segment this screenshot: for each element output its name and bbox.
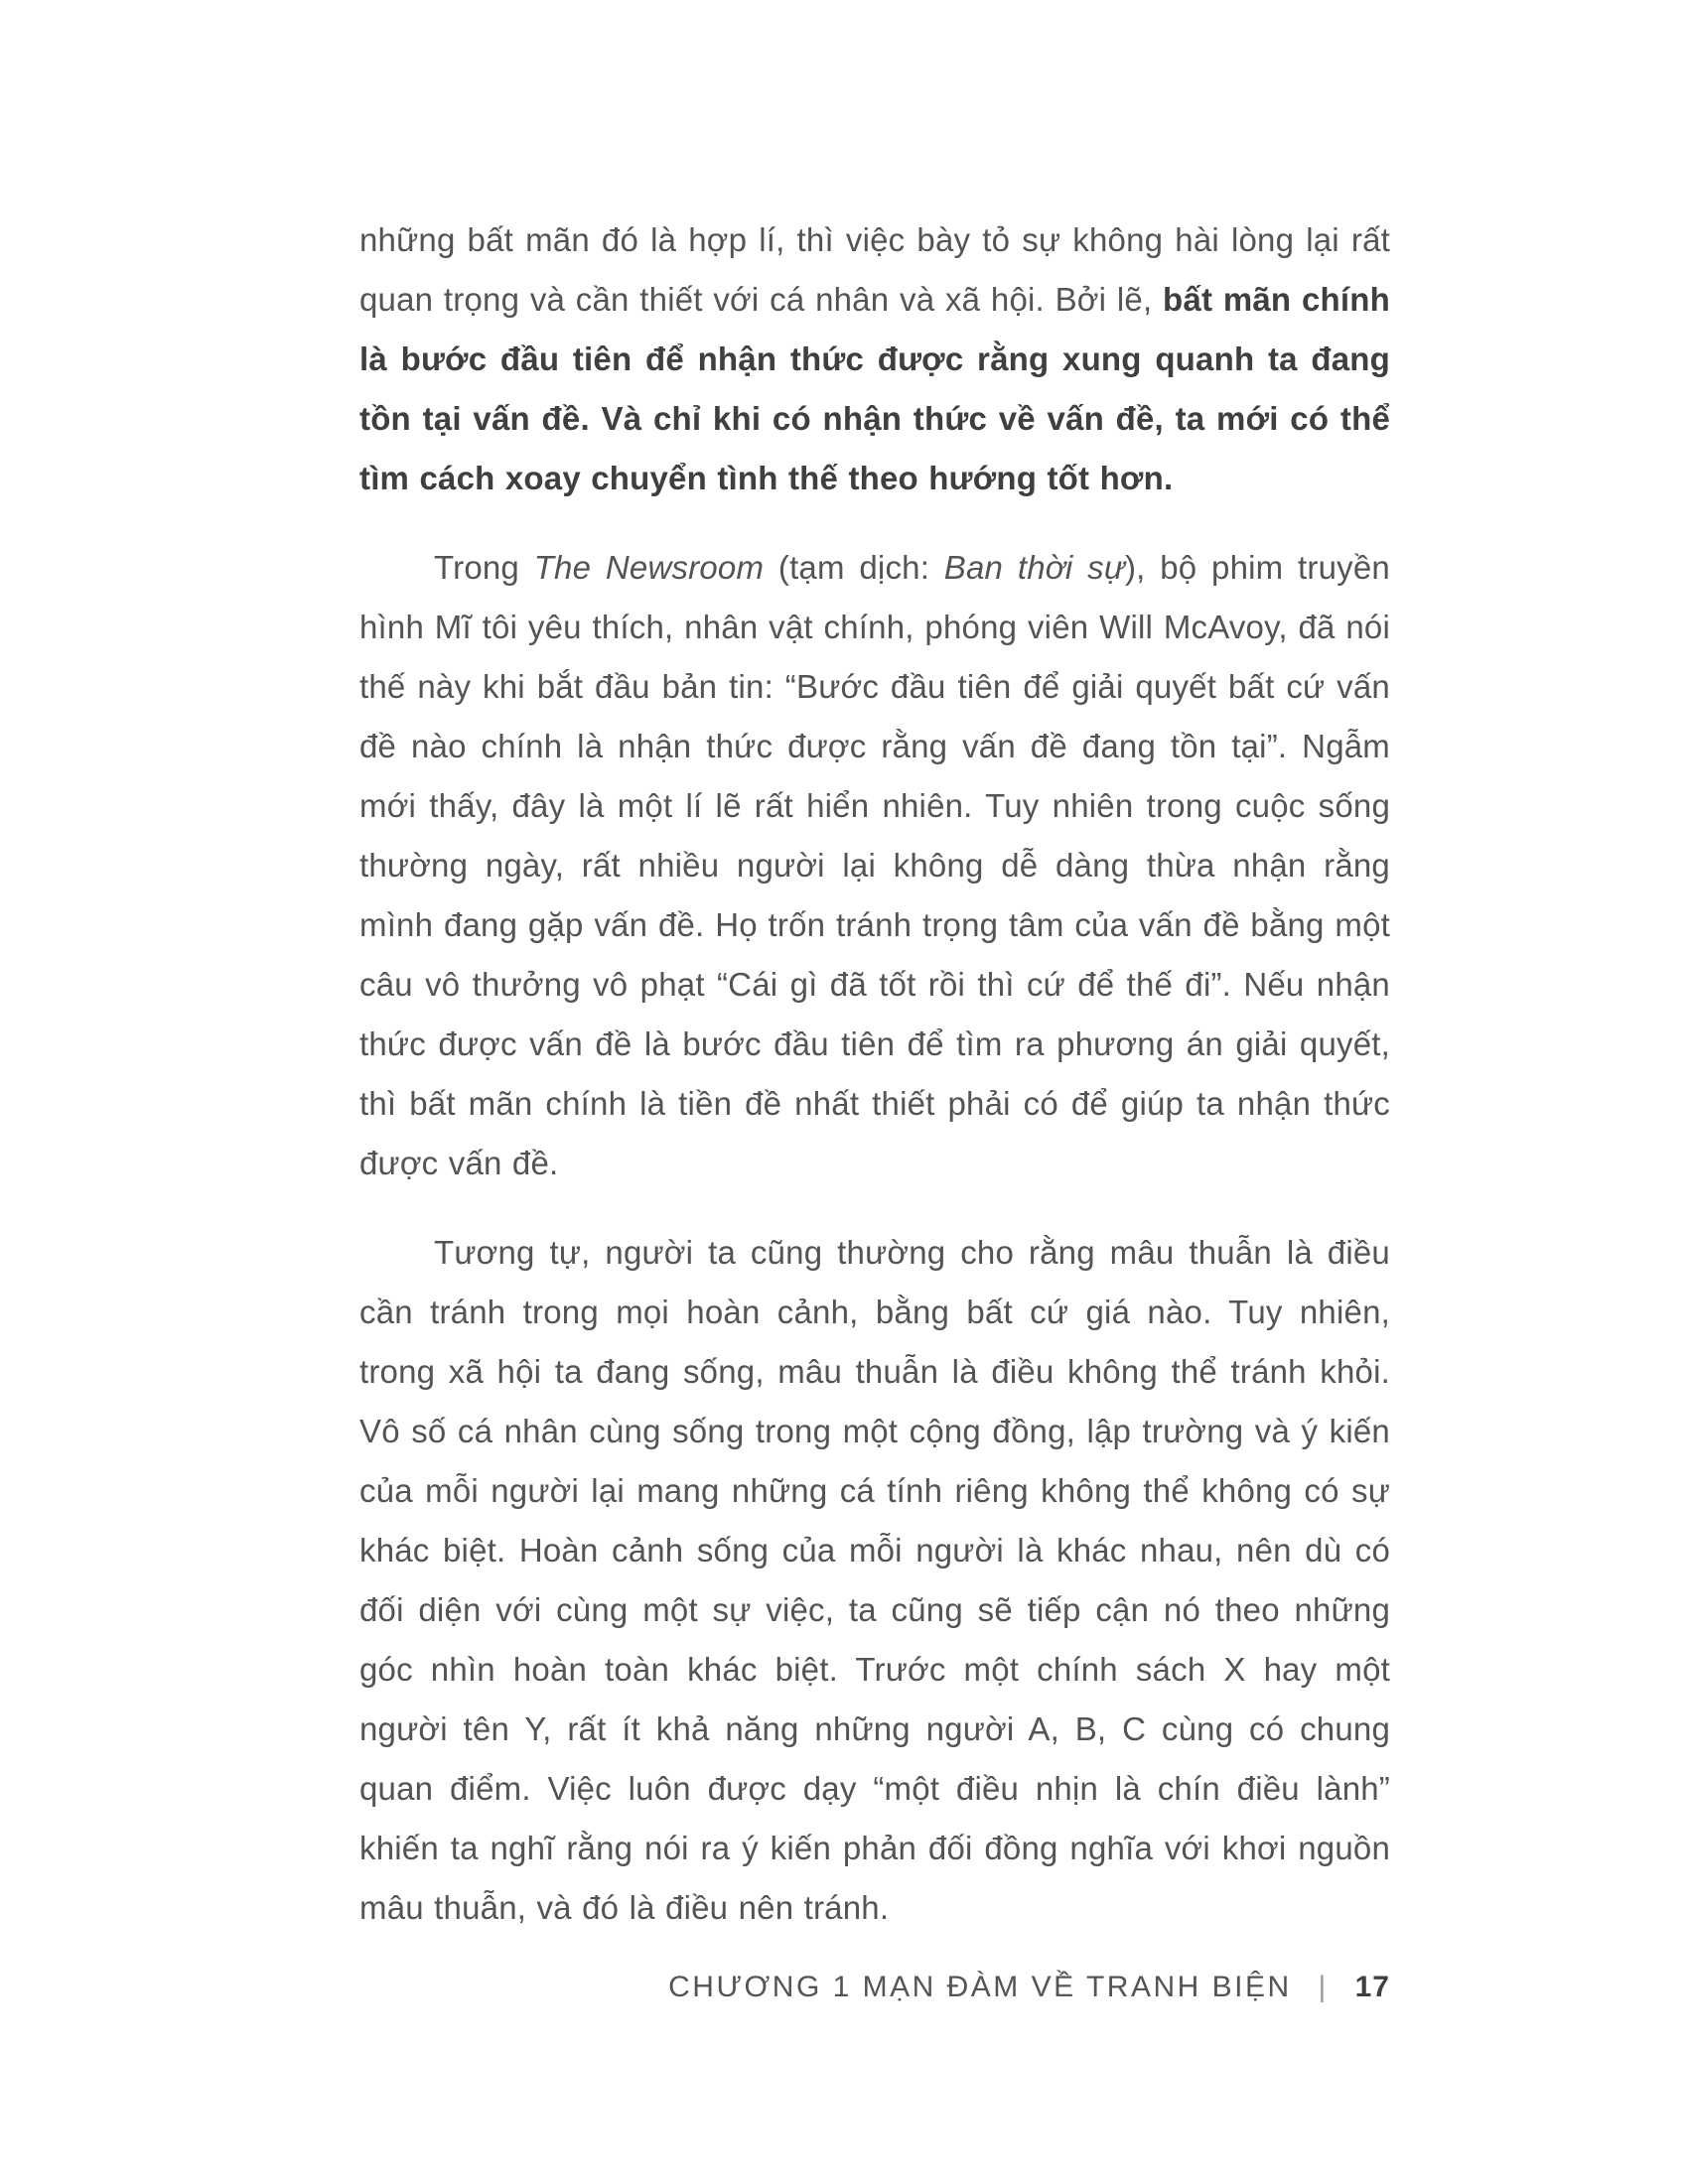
text-segment-italic: Ban thời sự xyxy=(943,549,1125,586)
chapter-title: CHƯƠNG 1 MẠN ĐÀM VỀ TRANH BIỆN xyxy=(668,1971,1292,2003)
paragraph xyxy=(359,210,1390,508)
paragraph xyxy=(359,1223,1390,1938)
footer-separator: | xyxy=(1318,1971,1329,2003)
text-segment-normal: ), bộ phim truyền hình Mĩ tôi yêu thích, nhân vật chính, phóng viên Will McAvoy, đã nói thế này khi bắt đầu bản tin: “Bước đầu tiên để giải quyết bất cứ vấn đề nào chính là nhận thức được rằng vấn đề đang tồn tại”. Ngẫm mới thấy, đây là một lí lẽ rất hiển nhiên. Tuy nhiên trong cuộc sống thường ngày, rất nhiều người lại không dễ dàng thừa nhận rằng mình đang gặp vấn đề. Họ trốn tránh trọng tâm của vấn đề bằng một câu vô thưởng vô phạt “Cái gì đã tốt rồi thì cứ để thế đi”. Nếu nhận thức được vấn đề là bước đầu tiên để tìm ra phương án giải quyết, thì bất mãn chính là tiền đề nhất thiết phải có để giúp ta nhận thức được vấn đề. xyxy=(359,549,1390,1181)
page-number: 17 xyxy=(1354,1971,1390,2003)
text-segment-normal: Trong xyxy=(434,549,534,586)
page-footer xyxy=(668,1971,1390,2004)
text-segment-normal: (tạm dịch: xyxy=(764,549,944,586)
text-segment-normal: Tương tự, người ta cũng thường cho rằng mâu thuẫn là điều cần tránh trong mọi hoàn cảnh, bằng bất cứ giá nào. Tuy nhiên, trong xã hội ta đang sống, mâu thuẫn là điều không thể tránh khỏi. Vô số cá nhân cùng sống trong một cộng đồng, lập trường và ý kiến của mỗi người lại mang những cá tính riêng không thể không có sự khác biệt. Hoàn cảnh sống của mỗi người là khác nhau, nên dù có đối diện với cùng một sự việc, ta cũng sẽ tiếp cận nó theo những góc nhìn hoàn toàn khác biệt. Trước một chính sách X hay một người tên Y, rất ít khả năng những người A, B, C cùng có chung quan điểm. Việc luôn được dạy “một điều nhịn là chín điều lành” khiến ta nghĩ rằng nói ra ý kiến phản đối đồng nghĩa với khơi nguồn mâu thuẫn, và đó là điều nên tránh. xyxy=(359,1234,1390,1926)
text-segment-normal: những bất mãn đó là hợp lí, thì việc bày tỏ sự không hài lòng lại rất quan trọng và cần thiết với cá nhân và xã hội. Bởi lẽ, xyxy=(359,221,1390,318)
text-segment-italic: The Newsroom xyxy=(533,549,765,586)
text-segment-bold: bất mãn chính là bước đầu tiên để nhận thức được rằng xung quanh ta đang tồn tại vấn đề. Và chỉ khi có nhận thức về vấn đề, ta mới có thể tìm cách xoay chuyển tình thế theo hướng tốt hơn. xyxy=(359,281,1390,496)
body-text-block xyxy=(359,210,1390,1968)
paragraph xyxy=(359,538,1390,1193)
